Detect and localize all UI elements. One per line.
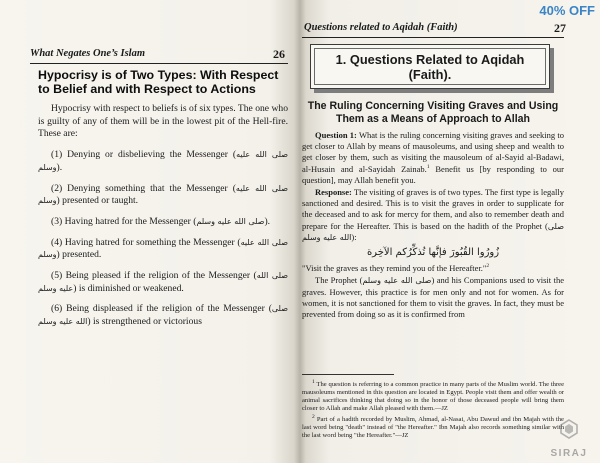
right-header-rule — [302, 37, 564, 38]
salutation-glyph: صلى الله عليه وسلم — [302, 221, 564, 242]
right-page — [302, 0, 600, 463]
left-header-title: What Negates One’s Islam — [30, 48, 146, 59]
left-page — [0, 0, 298, 463]
salutation-glyph: صلى الله عليه وسلم — [196, 216, 265, 226]
footnote: $^2$ Part of a hadith recorded by Muslim, Ahmad, al-Nasai, Abu Dawud and ibn Majah with the last word being "death" instead of "the Hereafter." Ibn Majah also records something similar with the last word being "the Hereafter."—JZ — [302, 414, 564, 440]
question-paragraph: Question 1: What is the ruling concerning visiting graves and seeking to get closer to Allah by means of mausoleums, and using sheep and wealth to get closer by them, such as visiting the mausoleum of al-Sayid al-Badawi, al-Husain and al-Sayidah Zainab.$^1$ Benefit us [by responding to our question], may Allah benefit you. — [302, 130, 565, 185]
intro-paragraph: Hypocrisy with respect to beliefs is of six types. The one who is guilty of any of them will be in the lowest pit of the Hell-fire. These are: — [38, 103, 288, 140]
chapter-title: 1. Questions Related to Aqidah (Faith). — [314, 48, 546, 85]
left-running-header — [30, 48, 285, 59]
left-header-rule — [30, 63, 288, 64]
list-item: (3) Having hatred for the Messenger (صلى الله عليه وسلم). — [51, 215, 271, 227]
salutation-glyph: صلى الله عليه وسلم — [362, 276, 432, 286]
footnote-ref: 1 — [426, 163, 430, 170]
salutation-glyph: صلى الله عليه وسلم — [38, 150, 289, 172]
left-body-text — [38, 103, 288, 337]
footnotes — [302, 378, 564, 440]
question-label: Question 1: — [315, 130, 357, 140]
response-label: Response: — [315, 187, 352, 198]
chapter-title-box — [310, 44, 550, 89]
list-item: (4) Having hatred for something the Messenger (صلى الله عليه وسلم) presented. — [38, 236, 288, 261]
list-item: (1) Denying or disbelieving the Messenger (صلى الله عليه وسلم). — [38, 149, 289, 173]
right-page-number: 27 — [554, 21, 566, 35]
salutation-glyph: صلى الله عليه وسلم — [38, 271, 289, 293]
right-running-header — [304, 21, 566, 35]
logo-mark-icon — [559, 419, 579, 439]
salutation-glyph: صلى الله عليه وسلم — [38, 183, 288, 206]
response-paragraph: Response: The visiting of graves is of two types. The first type is legally sanctioned and desired. This is to visit the graves in order to supplicate for the deceased and to ask for mercy for them, and also to remember death and prepare for the Hereafter. This is based on the hadith of the Prophet (صلى الله عليه وسلم): — [302, 187, 564, 242]
watermark-text: SIRAJ — [550, 448, 588, 459]
watermark-logo — [543, 419, 595, 459]
footnote: $^1$ The question is referring to a common practice in many parts of the Muslim world. The three mausoleums mentioned in this question are located in Egypt. People visit them and offer wealth or animal sacrifices thinking that doing so in the honor of those deceased people will bring them closer to Allah and make Allah pleased with them.—JZ — [302, 379, 564, 413]
footnote-ref: 2 — [486, 263, 490, 270]
arabic-hadith-quote: زُورُوا القُبُورَ فإنَّها تُذكِّرُكم الآخِرة — [366, 247, 500, 259]
continuation-paragraph: The Prophet (صلى الله عليه وسلم) and his Companions used to visit the graves. However, this practice is for men only and not for women. As for women, it is not sanctioned for them to visit the graves. In fact, they must be prevented from doing so as it is confirmed from — [302, 275, 564, 320]
list-item: (5) Being pleased if the religion of the Messenger (صلى الله عليه وسلم) is diminished or weakened. — [38, 270, 289, 294]
list-item: (6) Being displeased if the religion of the Messenger (صلى الله عليه وسلم) is strengthened or victorious — [38, 303, 288, 328]
sale-badge: 40% OFF — [539, 3, 595, 18]
translation-paragraph: "Visit the graves as they remind you of the Hereafter."$^2$ — [302, 263, 490, 274]
list-item: (2) Denying something that the Messenger (صلى الله عليه وسلم) presented or taught. — [38, 182, 288, 207]
section-heading: Hypocrisy is of Two Types: With Respect to Belief and with Respect to Actions — [38, 68, 279, 96]
footnote-rule — [302, 374, 394, 375]
right-body-text — [302, 130, 564, 321]
chapter-subtitle: The Ruling Concerning Visiting Graves and Using Them as a Means of Approach to Allah — [307, 100, 559, 125]
left-page-number: 26 — [273, 47, 285, 61]
salutation-glyph: صلى الله عليه وسلم — [38, 304, 288, 327]
right-header-title: Questions related to Aqidah (Faith) — [304, 22, 458, 33]
salutation-glyph: صلى الله عليه وسلم — [38, 237, 288, 260]
